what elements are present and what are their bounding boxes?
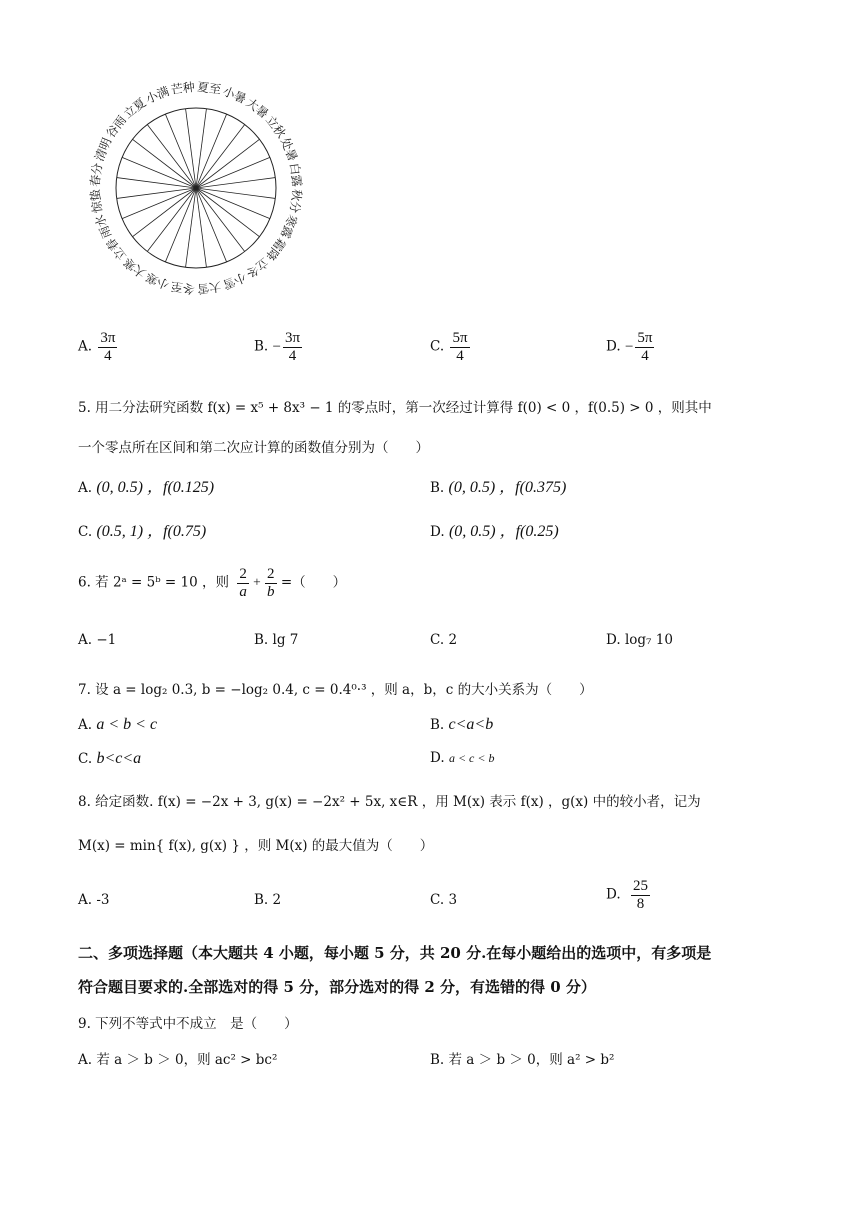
- q5-option-a: A. (0, 0.5) ，f(0.125): [78, 479, 215, 496]
- wheel-term-label: 芒种: [170, 79, 196, 97]
- wheel-term-label: 秋分: [287, 188, 305, 214]
- q6-stem: 6. 若 2ᵃ = 5ᵇ = 10 ，则 $\frac{2}{a}$ + $\frac{2}{b}$ =（ ）: [78, 566, 347, 600]
- wheel-term-label: 大寒: [121, 254, 149, 281]
- wheel-term-label: 大暑: [243, 95, 271, 122]
- section2-title-line2: 符合题目要求的.全部选对的得 5 分，部分选对的得 2 分，有选错的得 0 分）: [78, 978, 596, 996]
- q9-option-b: B. 若 a ＞ b ＞ 0，则 a² > b²: [430, 1052, 615, 1068]
- q6-option-b: B. lg 7: [254, 632, 299, 648]
- q5-option-c: C. (0.5, 1) ，f(0.75): [78, 523, 207, 540]
- q5-option-b: B. (0, 0.5) ，f(0.375): [430, 479, 567, 496]
- q7-option-b: B. c<a<b: [430, 716, 494, 733]
- solar-terms-wheel: [76, 68, 316, 308]
- wheel-term-label: 大雪: [196, 279, 222, 297]
- q5-stem-line2: 一个零点所在区间和第二次应计算的函数值分别为（ ）: [78, 440, 429, 456]
- wheel-term-label: 小雪: [220, 269, 249, 292]
- wheel-term-label: 处暑: [277, 135, 300, 164]
- q5-option-d: D. (0, 0.5) ，f(0.25): [430, 523, 559, 540]
- wheel-spokes: [116, 108, 276, 268]
- section2-title-line1: 二、多项选择题（本大题共 4 小题，每小题 5 分，共 20 分.在每小题给出的选项中，有多项是: [78, 944, 712, 962]
- q9-option-a: A. 若 a ＞ b ＞ 0，则 ac² > bc²: [78, 1052, 278, 1068]
- q5-stem-line1: 5. 用二分法研究函数 f(x) = x⁵ + 8x³ − 1 的零点时，第一次经过计算得 f(0) < 0 ，f(0.5) > 0 ，则其中: [78, 400, 712, 416]
- wheel-term-label: 冬至: [170, 279, 196, 297]
- q4-option-c: C. $\frac{5\pi}{4}$: [430, 330, 468, 364]
- q7-option-a: A. a < b < c: [78, 716, 158, 733]
- q7-option-d: D. a < c < b: [430, 750, 495, 766]
- q8-stem-line1: 8. 给定函数. f(x) = −2x + 3, g(x) = −2x² + 5x, x∈R ，用 M(x) 表示 f(x) ，g(x) 中的较小者，记为: [78, 794, 701, 810]
- q8-option-d: D. $\frac{25}{8}$: [606, 878, 648, 912]
- wheel-term-label: 惊蛰: [87, 188, 105, 214]
- wheel-term-label: 白露: [287, 162, 305, 188]
- q9-stem: 9. 下列不等式中不成立 是（ ）: [78, 1016, 298, 1032]
- wheel-term-label: 春分: [87, 162, 105, 188]
- wheel-term-label: 小寒: [143, 269, 172, 292]
- q8-stem-line2: M(x) = min{ f(x), g(x) } ，则 M(x) 的最大值为（ ）: [78, 838, 434, 854]
- q8-option-b: B. 2: [254, 892, 282, 908]
- wheel-term-label: 谷雨: [103, 113, 130, 141]
- wheel-term-label: 立秋: [262, 113, 289, 141]
- wheel-term-label: 清明: [92, 135, 115, 164]
- q8-option-a: A. -3: [78, 892, 110, 908]
- wheel-term-label: 小满: [143, 84, 172, 107]
- wheel-term-label: 寒露: [277, 212, 300, 241]
- q6-option-a: A. −1: [78, 632, 117, 648]
- q8-option-c: C. 3: [430, 892, 458, 908]
- wheel-term-label: 霜降: [262, 235, 289, 263]
- wheel-term-label: 小暑: [220, 84, 249, 107]
- q4-option-b: B. − $\frac{3\pi}{4}$: [254, 330, 301, 364]
- wheel-term-label: 夏至: [196, 79, 222, 97]
- q6-option-c: C. 2: [430, 632, 458, 648]
- q4-option-d: D. − $\frac{5\pi}{4}$: [606, 330, 653, 364]
- wheel-term-label: 立春: [103, 235, 130, 263]
- q6-option-d: D. log₇ 10: [606, 632, 673, 648]
- q7-stem: 7. 设 a = log₂ 0.3, b = −log₂ 0.4, c = 0.4⁰·³ ，则 a，b，c 的大小关系为（ ）: [78, 682, 593, 698]
- wheel-term-label: 雨水: [92, 212, 115, 241]
- q7-option-c: C. b<c<a: [78, 750, 142, 767]
- q4-option-a: A. $\frac{3\pi}{4}$: [78, 330, 116, 364]
- wheel-term-label: 立夏: [121, 95, 149, 122]
- wheel-term-label: 立冬: [243, 254, 271, 281]
